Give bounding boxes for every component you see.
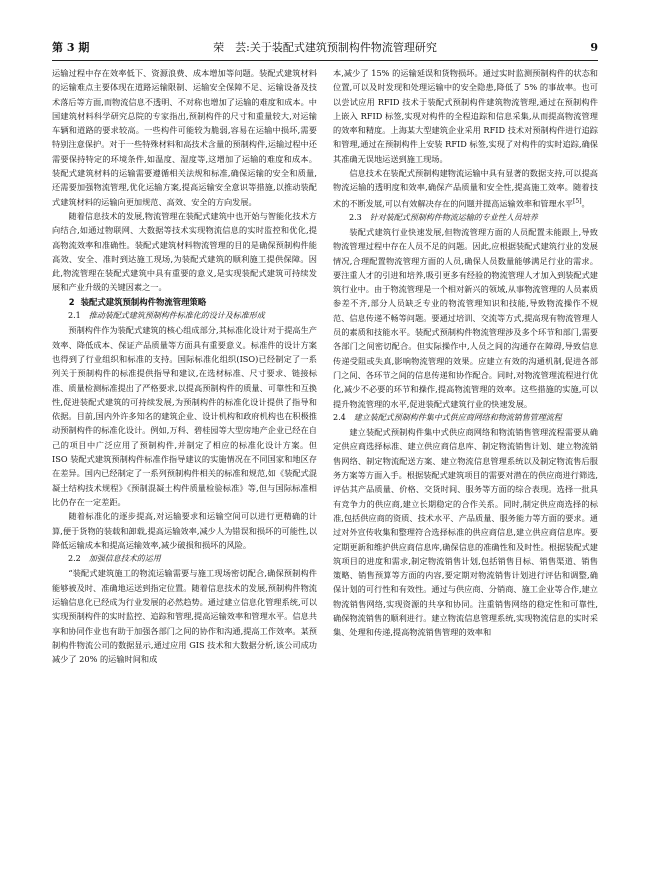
running-title: 荣 芸:关于装配式建筑预制构件物流管理研究 <box>213 41 437 54</box>
paragraph: “装配式建筑施工的物流运输需要与施工现场密切配合,确保预制构件能够被及时、准确地运送到指定位置。随着信息技术的发展,预制构件物流运输信息化已经成为行业发展的必然趋势。通过建立信息化管理系统,可以实现预制构件的实时监控、追踪和管理,提高运输效率和管理水平。信息共享和协同作业也有助于加强各部门之间的协作和沟通,提高工作效率。某预制构件物流公司的数据显示,通过应用 GIS 技术和大数据分析,该公司成功减少了 20% 的运输时间和成 <box>52 568 317 665</box>
subsection-number: 2.1 <box>68 311 81 321</box>
subsection-heading <box>52 552 317 566</box>
subsection-number: 2.3 <box>349 212 362 222</box>
header-rule <box>52 60 598 61</box>
issue-number: 第 3 期 <box>52 41 90 54</box>
paragraph: 本,减少了 15% 的运输延误和货物损坏。通过实时监测预制构件的状态和位置,可以及时发现和处理运输中的安全隐患,降低了 5% 的事故率。也可以尝试应用 RFID 技术于装配式预制构件建筑物流管理,通过在预制构件上嵌入 RFID 标签,实现对构件的全程追踪和信息采集,从而提高物流管理的效率和精度。上海某大型建筑企业采用 RFID 技术对预制构件进行追踪和管理,通过在预制构件上安装 RFID 标签,实现了对构件的实时追踪,确保其准确无误地运送到施工现场。 <box>333 68 598 164</box>
running-header <box>52 38 598 58</box>
subsection-title: 建立装配式预制构件集中式供应商网络和物流销售管理流程 <box>353 412 562 422</box>
page-number: 9 <box>590 41 598 54</box>
paragraph: 预制构件作为装配式建筑的核心组成部分,其标准化设计对于提高生产效率、降低成本、保证产品质量等方面具有重要意义。标准件的设计方案也得到了行业组织和标准的支持。国际标准化组织(ISO)已经制定了一系列关于预制构件的标准提供指导和建议,在选材标准、尺寸要求、链接标准、质量检测标准提出了严格要求,以提高预制构件的质量、可靠性和互换性,促进装配式建筑的可持续发展,为预制构件的标准化设计提供了指导和依据。目前,国内外许多知名的建筑企业、设计机构和政府机构也在积极推动预制构件的标准化设计。例如,万科、碧桂园等大型房地产企业已经在自己的项目中广泛应用了预制构件,并制定了相应的标准化设计方案。但 ISO 装配式建筑预制构件标准作指导建议的实施情况在不同国家和地区存在差异。国内已经制定了一系列预制构件相关的标准和规范,如《装配式混凝土结构技术规程》《预制混凝土构件质量检验标准》等,但与国际标准相比仍存在一定差距。 <box>52 325 317 507</box>
paragraph: 随着标准化的逐步提高,对运输要求和运输空间可以进行更精确的计算,便于货物的装载和卸载,提高运输效率,减少人为错误和损坏的可能性,以降低运输成本和提高运输效率,减少破损和损坏的风险。 <box>52 511 317 550</box>
subsection-title: 推动装配式建筑预制构件标准化的设计及标准形成 <box>88 311 265 321</box>
section-number: 2 <box>68 296 75 307</box>
subsection-number: 2.2 <box>68 554 81 564</box>
subsection-title: 针对装配式预制构件物流运输的专业性人员培养 <box>369 212 538 222</box>
subsection-heading <box>333 211 598 225</box>
paragraph: 建立装配式预制构件集中式供应商网络和物流销售管理流程需要从确定供应商选择标准、建立供应商信息库、制定物流销售计划、建立物流销售网络、制定物流配送方案、建立物流信息管理系统以及制定物流售后服务方案等方面入手。根据装配式建筑项目的需要对潜在的供应商进行筛选,评估其产品质量、价格、交货时间、服务等方面的综合表现。选择一批具有竞争力的供应商,建立长期稳定的合作关系。同时,制定供应商选择的标准,包括供应商的资质、技术水平、产品质量、服务能力等方面的要求。通过对外宣传收集和整理符合选择标准的供应商信息,建立供应商信息库。要定期更新和维护供应商信息库,确保信息的准确性和及时性。根据装配式建筑项目的进度和需求,制定物流销售计划,包括销售目标、销售渠道、销售策略、销售预算等方面的内容,要定期对物流销售计划进行评估和调整,确保计划的可行性和有效性。通过与供应商、分销商、施工企业等合作,建立物流销售网络,实现资源的共享和协同。注重销售网络的稳定性和可靠性,确保物流销售的顺利进行。建立物流信息管理系统,实现物流信息的实时采集、处理和传递,提高物流销售管理的效率和 <box>333 427 598 638</box>
subsection-heading <box>333 411 598 425</box>
paragraph-end: 。 <box>581 198 590 209</box>
paragraph: 运输过程中存在效率低下、资源浪费、成本增加等问题。装配式建筑材料的运输难点主要体现在道路运输限制、运输安全保障不足、运输设备及技术落后等方面,而物流信息不透明、不对称也增加了运输的难度和成本。中国建筑材料科学研究总院的专家指出,预制构件的尺寸和重量较大,对运输车辆和道路的要求较高。一些构件可能较为脆弱,容易在运输中损坏,需要特别注意保护。对于一些特殊材料和高技术含量的预制构件,运输过程中还需要保持特定的环境条件,如温度、湿度等,这增加了运输的难度和成本。装配式建筑材料的运输需要遵循相关法规和标准,确保运输的安全和质量,还需要加强物流管理,优化运输方案,提高运输安全意识等措施,以推动装配式建筑材料的运输向更加规范、高效、安全的方向发展。 <box>52 68 317 207</box>
right-column <box>333 66 598 866</box>
subsection-title: 加强信息技术的运用 <box>88 554 161 564</box>
subsection-number: 2.4 <box>333 412 346 422</box>
paragraph: 装配式建筑行业快速发展,但物流管理方面的人员配置未能跟上,导致物流管理过程中存在人员不足的问题。因此,应根据装配式建筑行业的发展情况,合理配置物流管理方面的人员,确保人员数量能够满足行业的需求。要注重人才的引进和培养,吸引更多有经验的物流管理人才加入到装配式建筑行业中。由于物流管理是一个相对新兴的领域,从事物流管理的人员素质参差不齐,部分人员缺乏专业的物流管理知识和技能,导致物流操作不规范、信息传递不畅等问题。要通过培训、交流等方式,提高现有物流管理人员的素质和技能水平。装配式预制构件物流管理涉及多个环节和部门,需要各部门之间密切配合。但实际操作中,人员之间的沟通存在障碍,导致信息传递受阻或失真,影响物流管理的效果。应建立有效的沟通机制,促进各部门之间、各环节之间的信息传递和协作配合。同时,对物流管理流程进行优化,减少不必要的环节和操作,提高物流管理的效率。这些措施的实施,可以提升物流管理的水平,促进装配式建筑行业的快速发展。 <box>333 227 598 409</box>
subsection-heading <box>52 309 317 323</box>
paragraph: 随着信息技术的发展,物流管理在装配式建筑中也开始与智能化技术方向结合,如通过物联网、大数据等技术实现物流信息的实时监控和优化,提高物流效率和准确性。装配式建筑材料物流管理的目的是确保预制构件能高效、安全、准时到达施工现场,为装配式建筑的顺利施工提供保障。因此,物流管理在装配式建筑中具有重要的意义,是实现装配式建筑可持续发展和产业升级的关键因素之一。 <box>52 210 317 293</box>
left-column <box>52 66 317 866</box>
paragraph <box>333 166 598 211</box>
citation-reference: [5] <box>573 197 582 205</box>
section-heading <box>52 295 317 309</box>
section-title: 装配式建筑预制构件物流管理策略 <box>80 296 207 307</box>
paragraph-text: 信息技术在装配式预制构建物流运输中具有显著的数据支持,可以提高物流运输的透明度和效率,确保产品质量和安全性,提高施工效率。随着技术的不断发展,可以有效解决存在的问题并提高运输效率和管理水平 <box>333 168 598 209</box>
